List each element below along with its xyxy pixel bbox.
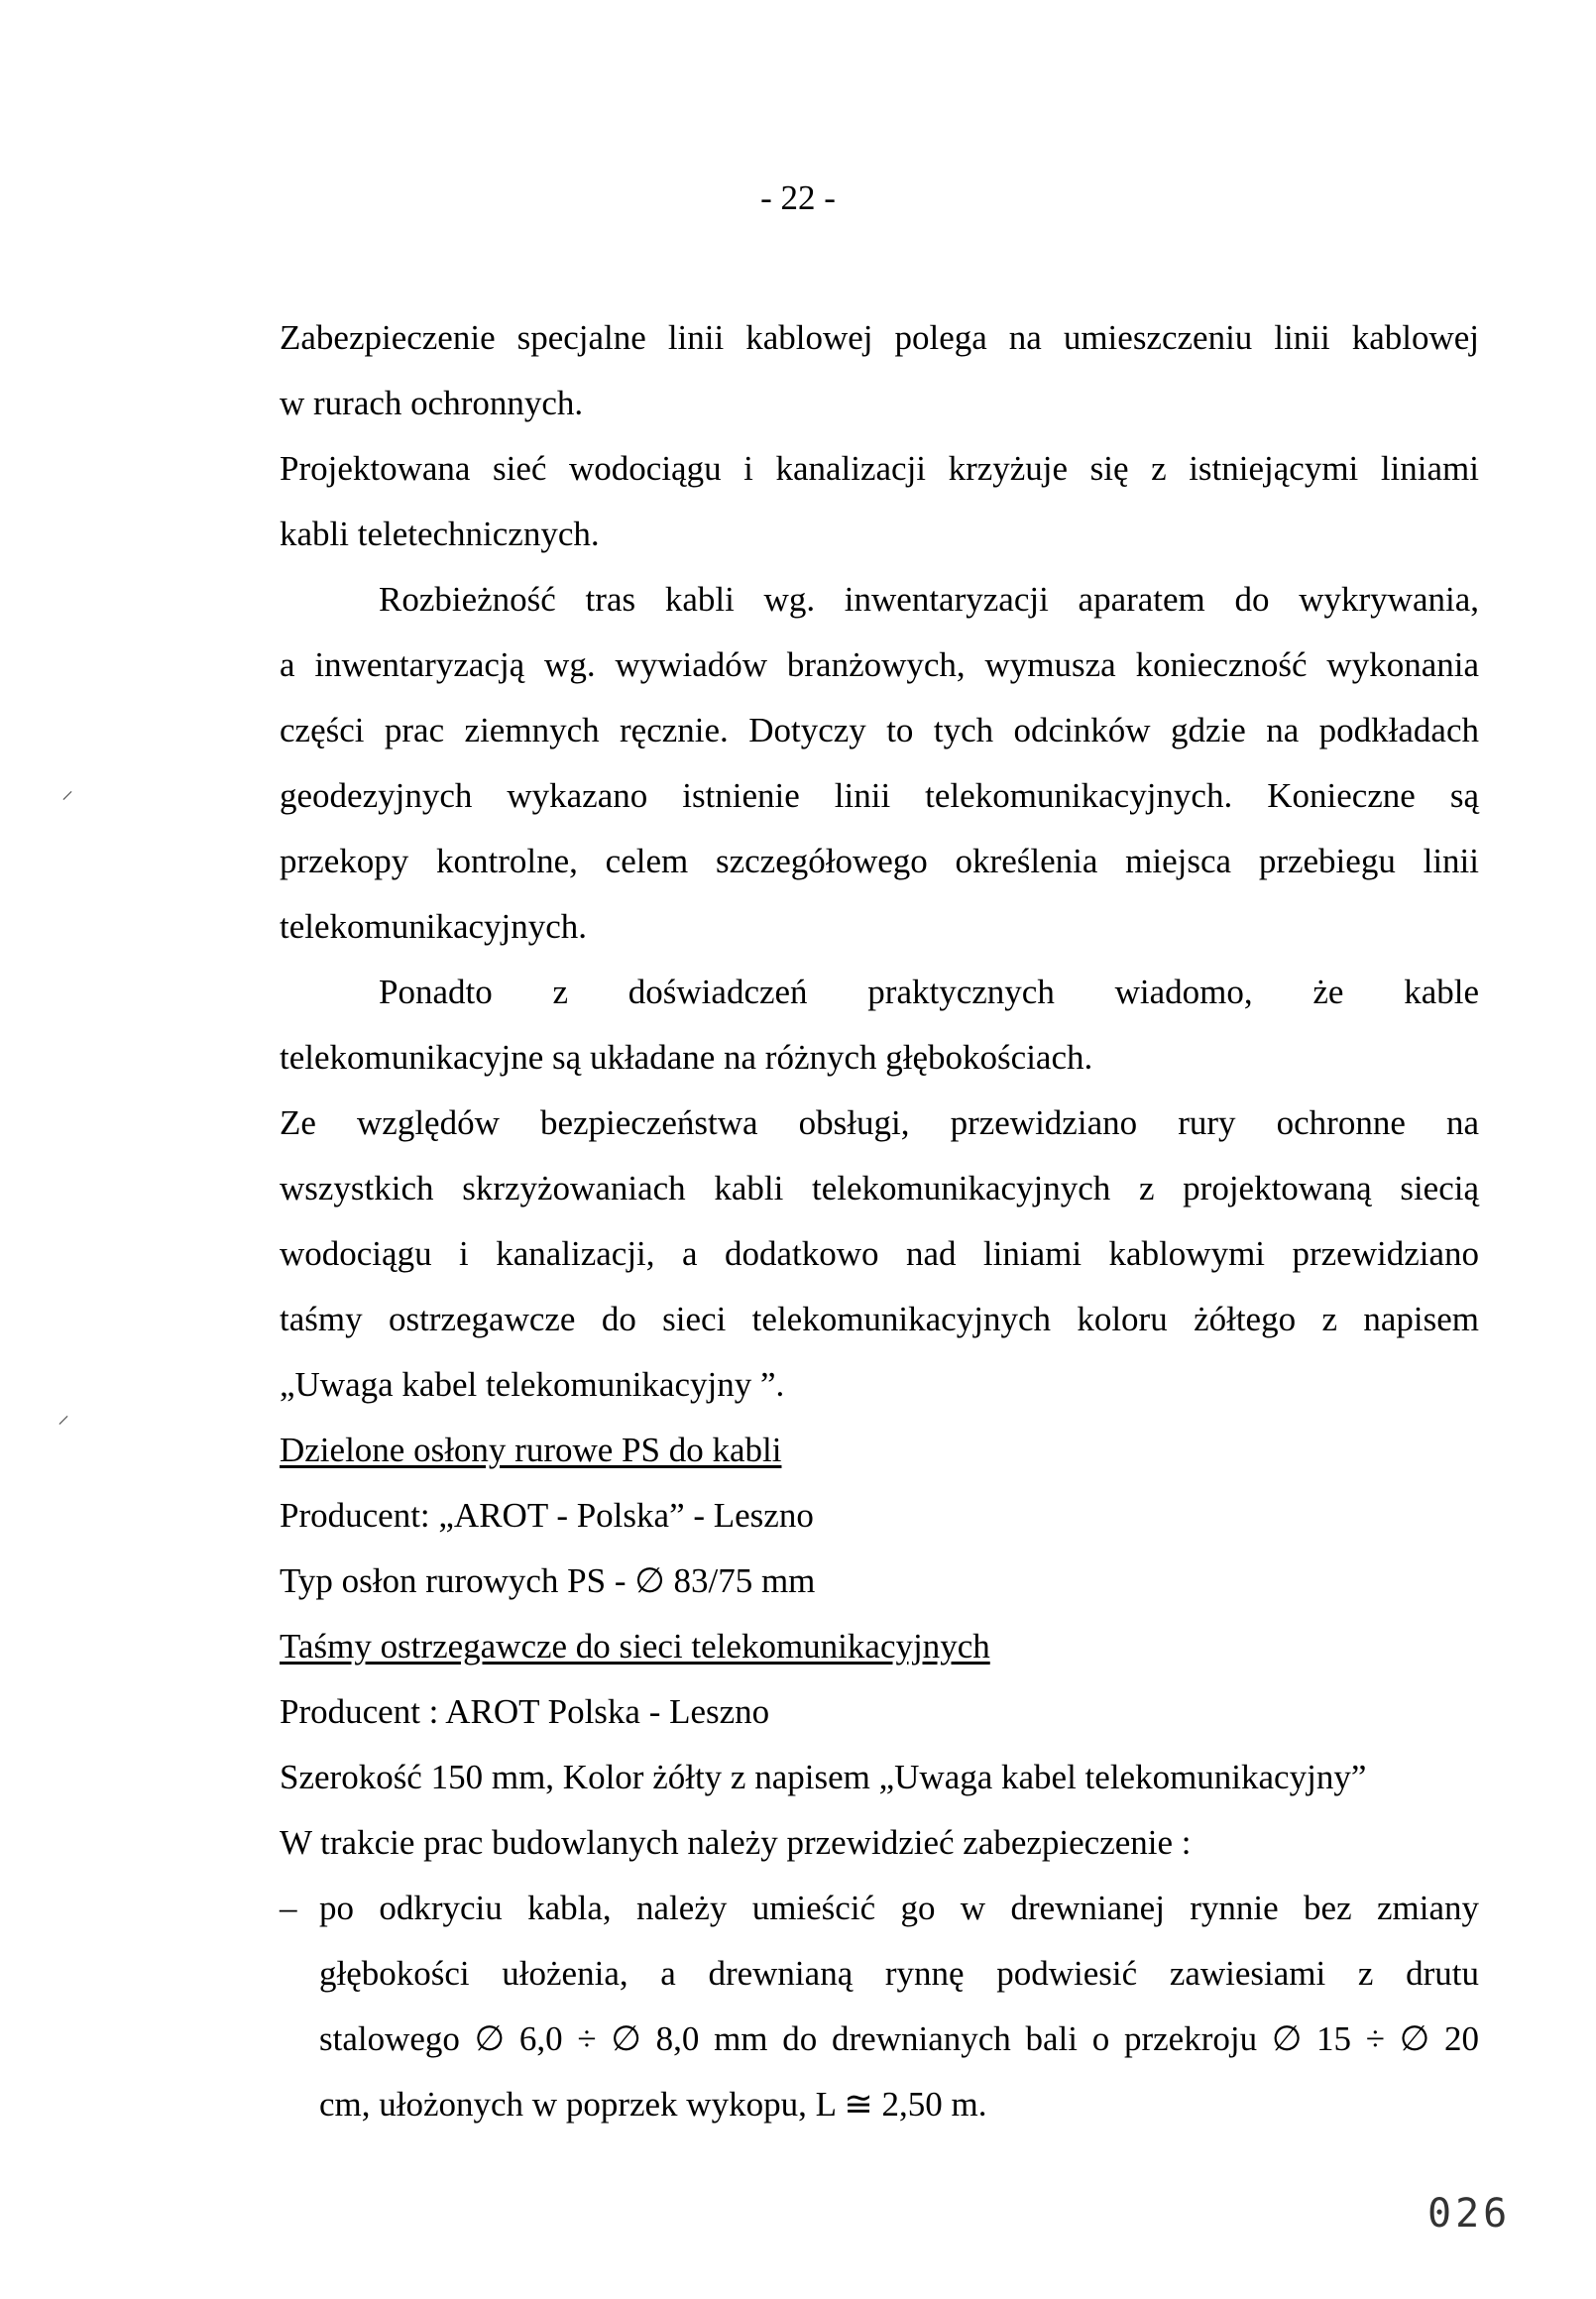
paragraph-line: „Uwaga kabel telekomunikacyjny ”. bbox=[280, 1365, 785, 1404]
section-heading-text: Taśmy ostrzegawcze do sieci telekomunikacyjnych bbox=[280, 1627, 990, 1666]
margin-tick-mark: ⸝ bbox=[57, 1401, 69, 1429]
producer-line: Producent : AROT Polska - Leszno bbox=[280, 1692, 770, 1731]
paragraph-line: Rozbieżność tras kabli wg. inwentaryzacji aparatem do wykrywania, bbox=[379, 580, 1479, 619]
page-stamp-number: 026 bbox=[1427, 2191, 1512, 2237]
bullet-continuation: głębokości ułożenia, a drewnianą rynnę podwiesić zawiesiami z drutu bbox=[319, 1954, 1479, 1993]
document-body bbox=[280, 305, 1479, 2137]
section-heading bbox=[280, 1614, 1479, 1679]
page-number: - 22 - bbox=[760, 178, 836, 217]
paragraph-line: Ponadto z doświadczeń praktycznych wiadomo, że kable bbox=[379, 973, 1479, 1011]
works-intro-line: W trakcie prac budowlanych należy przewidzieć zabezpieczenie : bbox=[280, 1823, 1192, 1862]
type-line: Typ osłon rurowych PS - ∅ 83/75 mm bbox=[280, 1561, 816, 1600]
paragraph-line: Projektowana sieć wodociągu i kanalizacji krzyżuje się z istniejącymi liniami bbox=[280, 449, 1479, 488]
paragraph-line: taśmy ostrzegawcze do sieci telekomunikacyjnych koloru żółtego z napisem bbox=[280, 1300, 1479, 1338]
paragraph-line: geodezyjnych wykazano istnienie linii telekomunikacyjnych. Konieczne są bbox=[280, 776, 1479, 815]
paragraph-line: Zabezpieczenie specjalne linii kablowej polega na umieszczeniu linii kablowej bbox=[280, 318, 1479, 357]
paragraph-line: a inwentaryzacją wg. wywiadów branżowych, wymusza konieczność wykonania bbox=[280, 645, 1479, 684]
bullet-continuation: cm, ułożonych w poprzek wykopu, L ≅ 2,50 m. bbox=[319, 2085, 987, 2124]
paragraph-line: telekomunikacyjnych. bbox=[280, 907, 588, 946]
section-heading bbox=[280, 1418, 1479, 1483]
paragraph-line: przekopy kontrolne, celem szczegółowego określenia miejsca przebiegu linii bbox=[280, 842, 1479, 880]
paragraph-line: w rurach ochronnych. bbox=[280, 384, 584, 422]
paragraph-line: telekomunikacyjne są układane na różnych głębokościach. bbox=[280, 1038, 1093, 1077]
bullet-text: po odkryciu kabla, należy umieścić go w drewnianej rynnie bez zmiany bbox=[319, 1889, 1479, 1927]
producer-line: Producent: „AROT - Polska” - Leszno bbox=[280, 1496, 814, 1535]
paragraph-line: wszystkich skrzyżowaniach kabli telekomunikacyjnych z projektowaną siecią bbox=[280, 1169, 1479, 1207]
margin-tick-mark: ⸝ bbox=[61, 776, 73, 804]
section-heading-text: Dzielone osłony rurowe PS do kabli bbox=[280, 1431, 782, 1469]
paragraph-line: części prac ziemnych ręcznie. Dotyczy to tych odcinków gdzie na podkładach bbox=[280, 711, 1479, 749]
bullet-dash: – bbox=[280, 1889, 297, 1927]
paragraph-line: Ze względów bezpieczeństwa obsługi, przewidziano rury ochronne na bbox=[280, 1103, 1479, 1142]
bullet-item bbox=[280, 1876, 1479, 1941]
paragraph-line: kabli teletechnicznych. bbox=[280, 515, 600, 553]
width-line: Szerokość 150 mm, Kolor żółty z napisem „Uwaga kabel telekomunikacyjny” bbox=[280, 1758, 1367, 1796]
bullet-continuation: stalowego ∅ 6,0 ÷ ∅ 8,0 mm do drewnianych bali o przekroju ∅ 15 ÷ ∅ 20 bbox=[319, 2019, 1479, 2058]
paragraph-line: wodociągu i kanalizacji, a dodatkowo nad liniami kablowymi przewidziano bbox=[280, 1234, 1479, 1273]
